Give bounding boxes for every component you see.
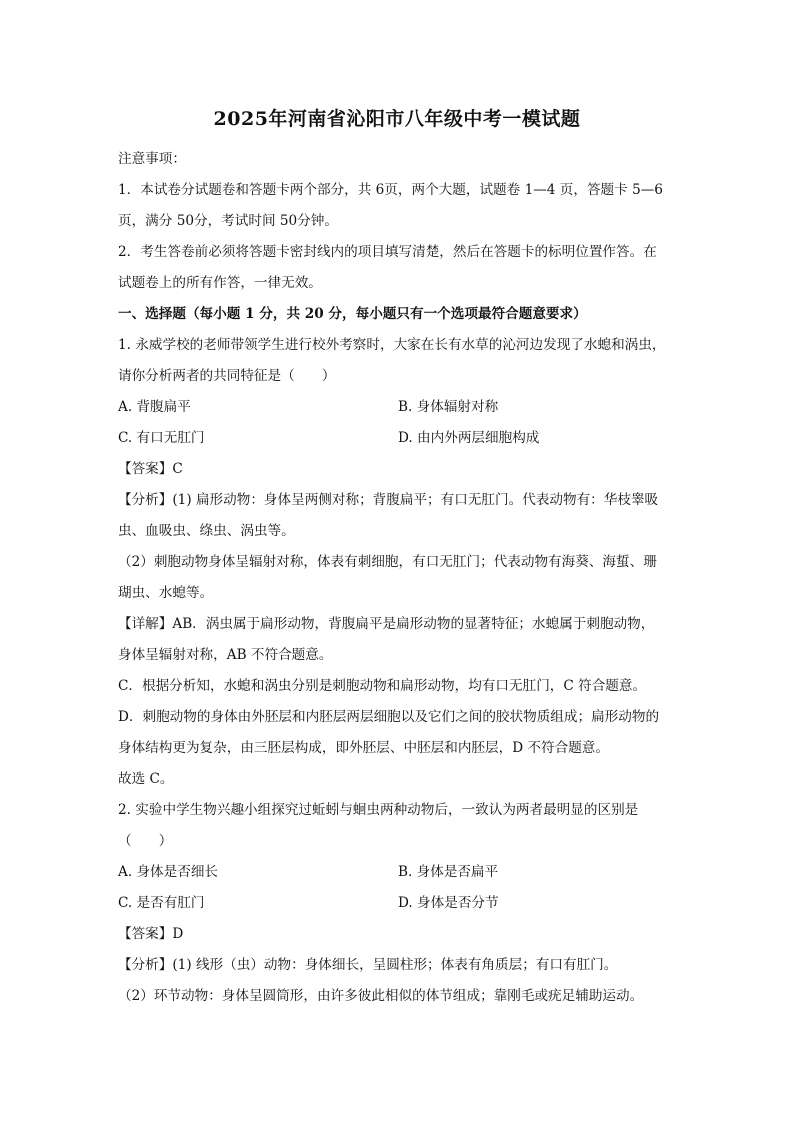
q1-option-c: C. 有口无肛门 bbox=[118, 430, 205, 446]
notice-item-1-line-1: 1．本试卷分试题卷和答题卡两个部分，共 6页，两个大题，试题卷 1—4 页，答题卡 5—6 bbox=[118, 182, 663, 198]
q2-option-a: A. 身体是否细长 bbox=[118, 864, 219, 880]
q1-conclusion: 故选 C。 bbox=[118, 771, 174, 787]
q2-option-b: B. 身体是否扁平 bbox=[398, 864, 499, 880]
q2-option-d: D. 身体是否分节 bbox=[398, 895, 499, 911]
notice-heading: 注意事项： bbox=[118, 151, 186, 167]
q1-analysis-line-4: 瑚虫、水螅等。 bbox=[118, 585, 214, 601]
section-heading: 一、选择题（每小题 1 分，共 20 分，每小题只有一个选项最符合题意要求） bbox=[118, 306, 587, 322]
q1-detail-line-4: D．刺胞动物的身体由外胚层和内胚层两层细胞以及它们之间的胶状物质组成；扁形动物的 bbox=[118, 709, 660, 725]
q1-answer: 【答案】C bbox=[118, 461, 183, 477]
q2-option-c: C. 是否有肛门 bbox=[118, 895, 205, 911]
q1-detail-line-5: 身体结构更为复杂，由三胚层构成，即外胚层、中胚层和内胚层，D 不符合题意。 bbox=[118, 740, 609, 756]
q1-stem-line-1: 1. 永威学校的老师带领学生进行校外考察时，大家在长有水草的沁河边发现了水螅和涡虫， bbox=[118, 337, 666, 353]
q2-stem-line-2: （ ） bbox=[118, 833, 173, 849]
q2-answer: 【答案】D bbox=[118, 926, 184, 942]
q1-stem-line-2: 请你分析两者的共同特征是（ ） bbox=[118, 368, 336, 384]
q1-options-row-2 bbox=[118, 423, 678, 454]
notice-item-1-line-2: 页，满分 50分，考试时间 50分钟。 bbox=[118, 213, 338, 229]
q2-stem-line-1: 2. 实验中学生物兴趣小组探究过蚯蚓与蛔虫两种动物后，一致认为两者最明显的区别是 bbox=[118, 802, 639, 818]
q2-analysis-line-1: 【分析】(1) 线形（虫）动物：身体细长，呈圆柱形；体表有角质层；有口有肛门。 bbox=[118, 957, 618, 973]
q1-detail-line-1: 【详解】AB．涡虫属于扁形动物，背腹扁平是扁形动物的显著特征；水螅属于刺胞动物， bbox=[118, 616, 655, 632]
notice-item-2-line-1: 2．考生答卷前必须将答题卡密封线内的项目填写清楚，然后在答题卡的标明位置作答。在 bbox=[118, 244, 657, 260]
q1-analysis-line-3: （2）刺胞动物身体呈辐射对称，体表有刺细胞，有口无肛门；代表动物有海葵、海蜇、珊 bbox=[118, 554, 657, 570]
q1-option-d: D. 由内外两层细胞构成 bbox=[398, 430, 540, 446]
page-title: 2025年河南省沁阳市八年级中考一模试题 bbox=[213, 108, 581, 130]
q1-options-row-1 bbox=[118, 392, 678, 423]
q1-option-b: B. 身体辐射对称 bbox=[398, 399, 499, 415]
q1-analysis-line-2: 虫、血吸虫、绦虫、涡虫等。 bbox=[118, 523, 295, 539]
q1-analysis-line-1: 【分析】(1) 扁形动物：身体呈两侧对称；背腹扁平；有口无肛门。代表动物有：华枝睾吸 bbox=[118, 492, 659, 508]
notice-item-2-line-2: 试题卷上的所有作答，一律无效。 bbox=[118, 275, 322, 291]
q1-detail-line-2: 身体呈辐射对称，AB 不符合题意。 bbox=[118, 647, 333, 663]
q2-options-row-1 bbox=[118, 857, 678, 888]
document-body bbox=[118, 144, 678, 1012]
q2-analysis-line-2: （2）环节动物：身体呈圆筒形，由许多彼此相似的体节组成；靠刚毛或疣足辅助运动。 bbox=[118, 988, 644, 1004]
q1-option-a: A. 背腹扁平 bbox=[118, 399, 191, 415]
q2-options-row-2 bbox=[118, 888, 678, 919]
q1-detail-line-3: C．根据分析知，水螅和涡虫分别是刺胞动物和扁形动物，均有口无肛门，C 符合题意。 bbox=[118, 678, 647, 694]
